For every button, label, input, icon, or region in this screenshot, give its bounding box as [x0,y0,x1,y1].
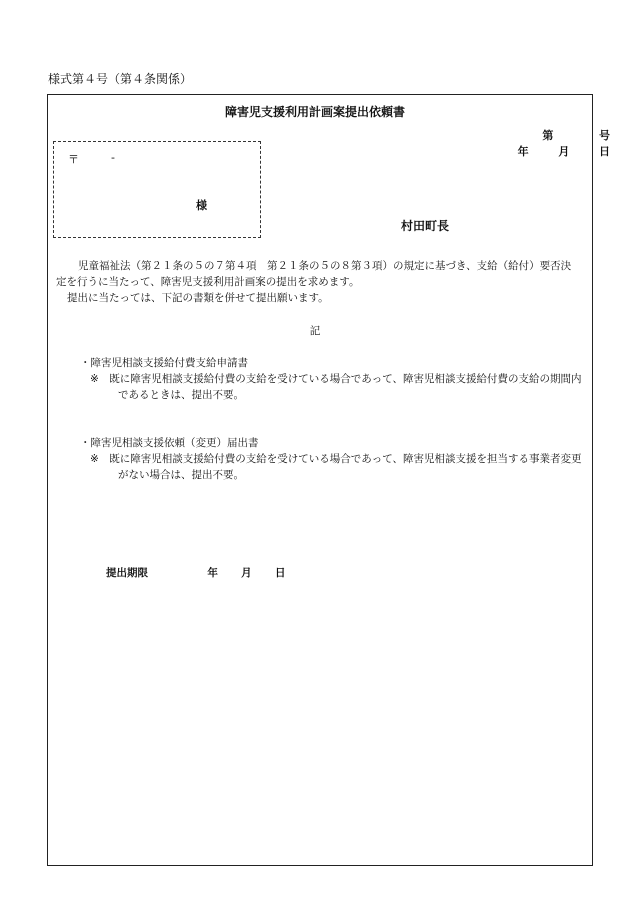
body-text [56,258,587,306]
postal-mark: 〒 [68,153,79,166]
issue-year-label: 年 [517,145,529,158]
deadline-month-label: 月 [241,567,252,579]
deadline-year-label: 年 [207,567,218,579]
issuer-name: 村田町長 [401,219,450,233]
required-document-item [80,435,590,483]
issue-date [518,143,610,159]
form-number: 様式第４号（第４条関係） [48,72,193,86]
item-label: ・障害児相談支援依頼（変更）届出書 [80,437,259,449]
issue-day-label: 日 [599,145,610,158]
issue-month-label: 月 [558,145,570,158]
number-suffix: 号 [599,129,610,142]
deadline-label: 提出期限 [106,567,148,579]
item-note: ※ 既に障害児相談支援給付費の支給を受けている場合であって、障害児相談支援を担当する事業者変更がない場合は、提出不要。 [90,453,582,481]
body-paragraph1-line1: 児童福祉法（第２１条の５の７第４項 第２１条の５の８第３項）の規定に基づき、支給（給付）要否決 [78,260,572,272]
document-title: 障害児支援利用計画案提出依頼書 [224,105,405,119]
recipient-honorific: 様 [196,199,207,212]
required-document-item [80,355,590,403]
number-prefix: 第 [542,129,554,142]
ki-heading: 記 [309,325,321,337]
body-paragraph2: 提出に当たっては、下記の書類を併せて提出願います。 [67,292,329,304]
body-paragraph1-line2: 定を行うに当たって、障害児支援利用計画案の提出を求めます。 [56,276,360,288]
item-label: ・障害児相談支援給付費支給申請書 [80,357,248,369]
item-note: ※ 既に障害児相談支援給付費の支給を受けている場合であって、障害児相談支援給付費の支給の期間内であるときは、提出不要。 [90,373,582,401]
deadline-day-label: 日 [274,567,286,579]
document-number [542,127,610,143]
submission-deadline [106,565,285,580]
postal-dash: - [111,151,115,164]
recipient-address-box [53,141,261,238]
